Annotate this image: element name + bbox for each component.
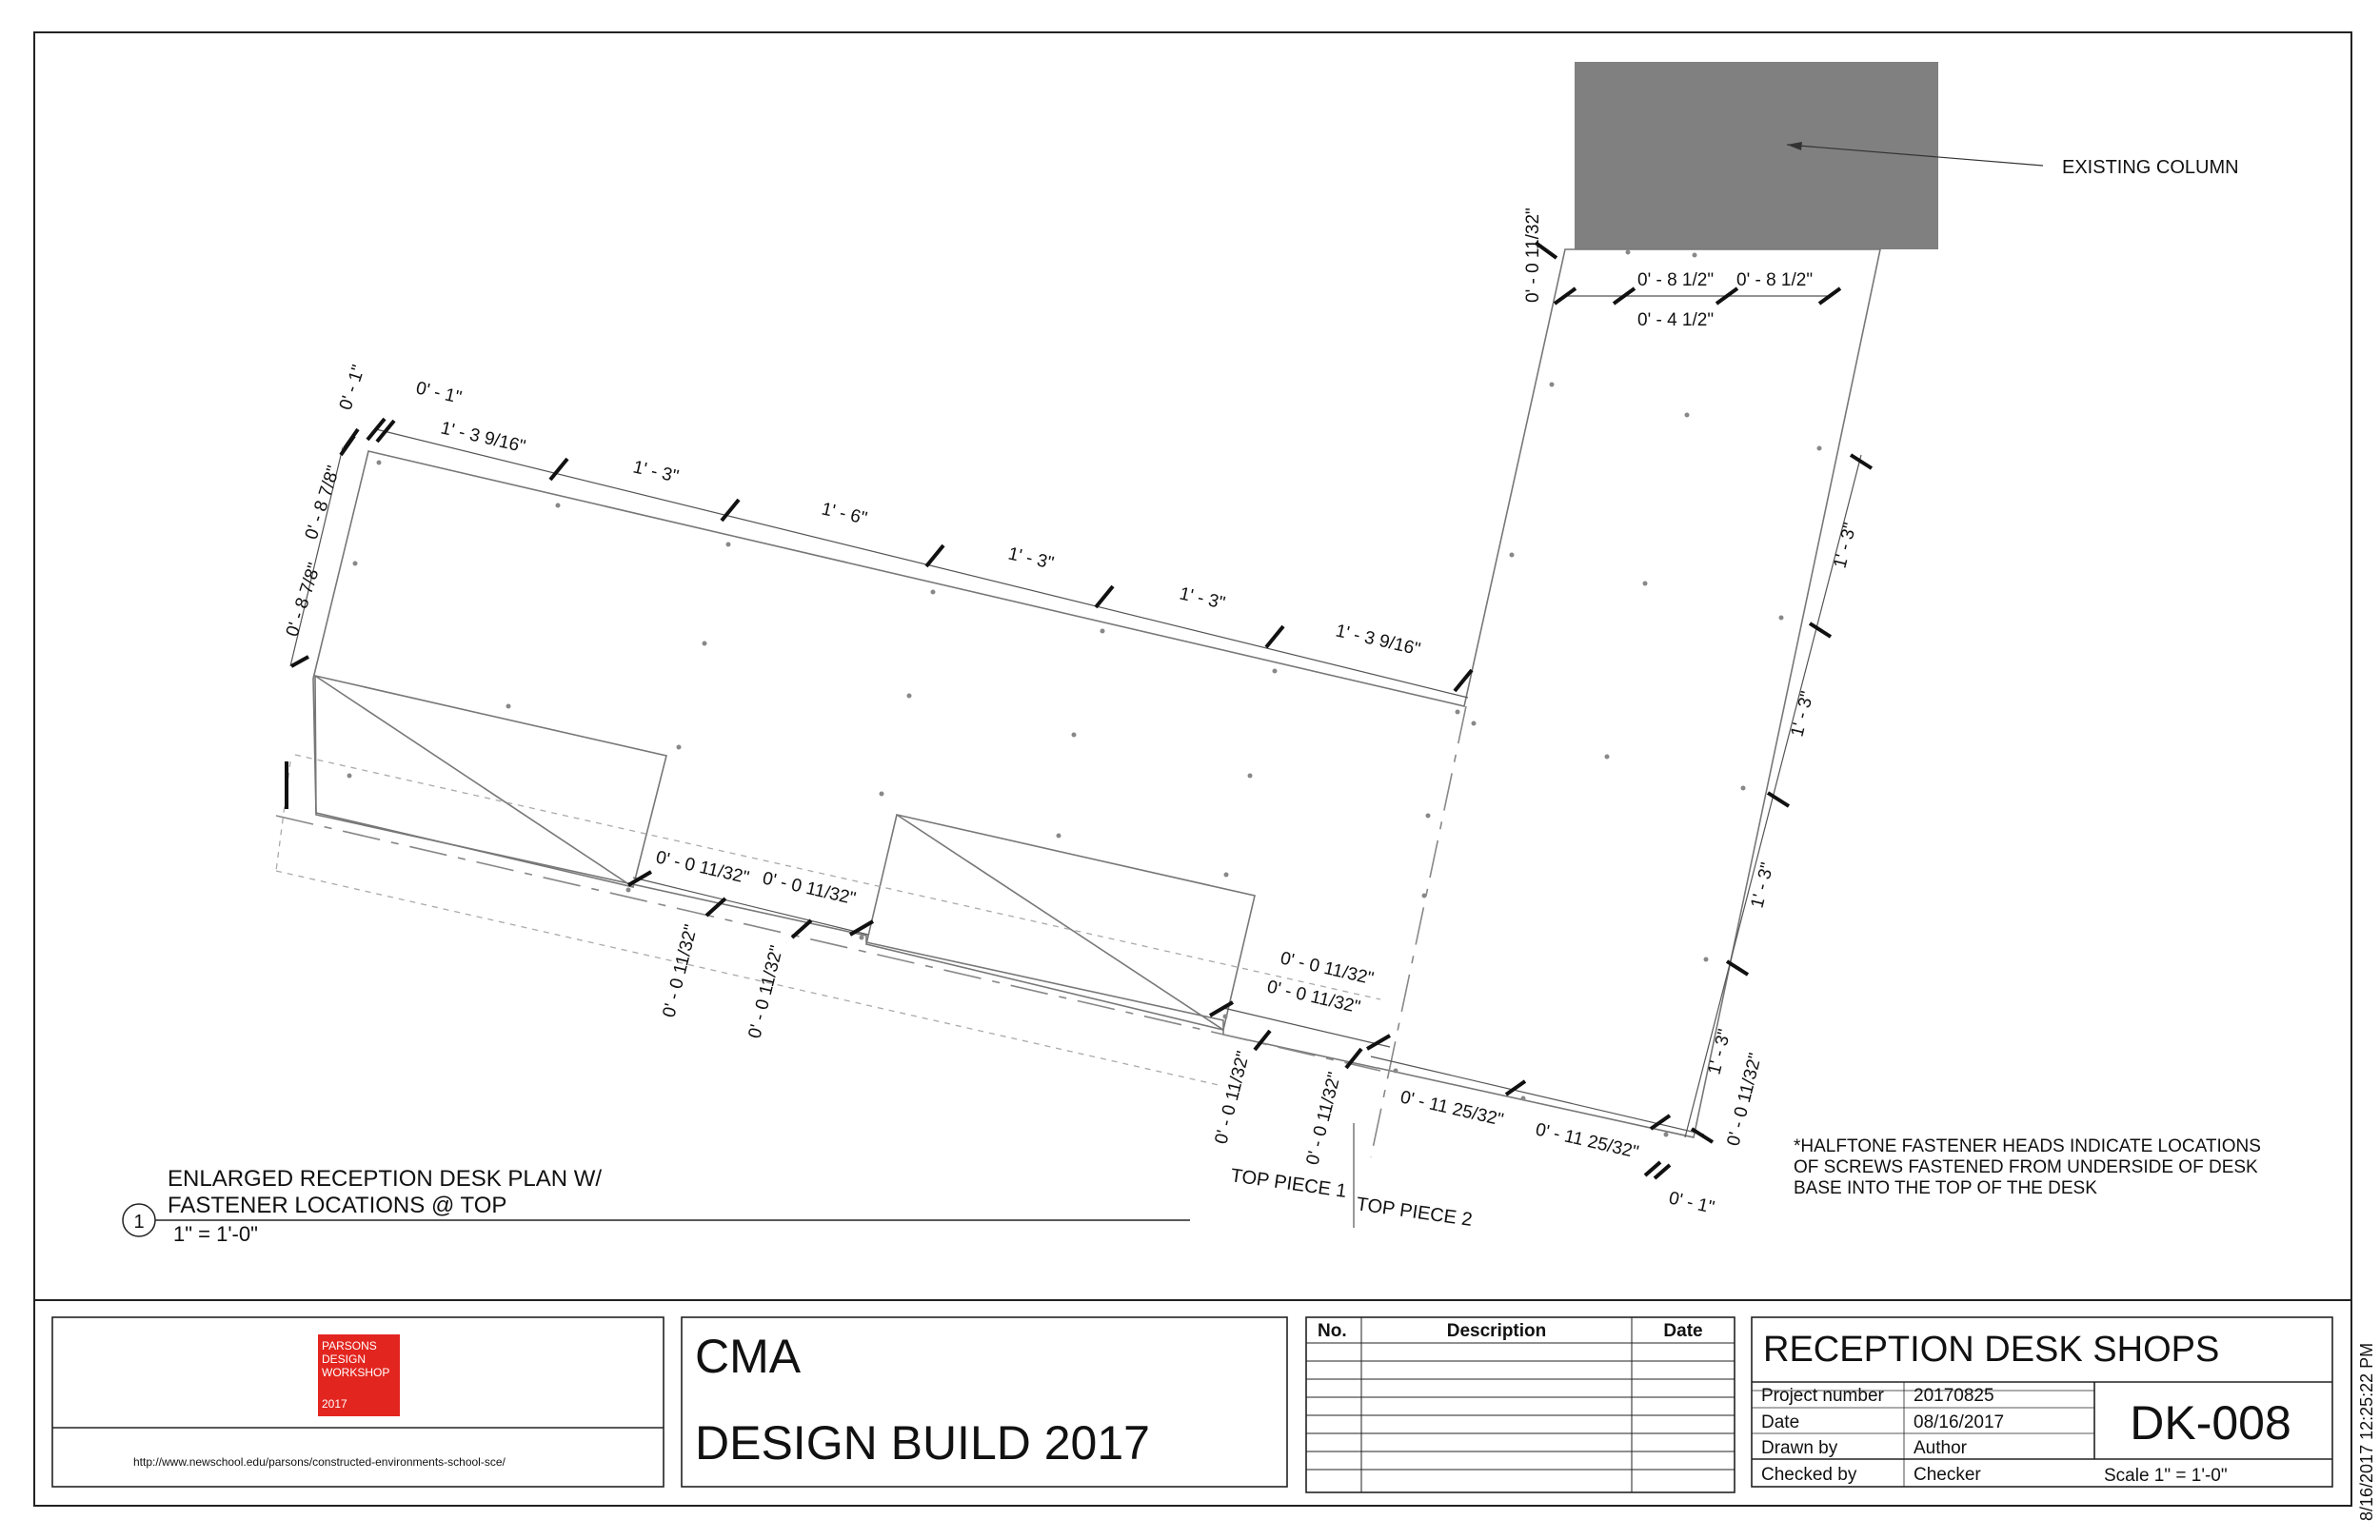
desk-outline: [313, 249, 1880, 1137]
dim-top-d: 1' - 3": [1005, 543, 1056, 574]
dim-ticks: [287, 243, 1872, 1178]
svg-text:OF SCREWS FASTENED FROM UNDERS: OF SCREWS FASTENED FROM UNDERSIDE OF DESK: [1794, 1157, 2258, 1177]
dim-bot-3: 0' - 0 11/32": [659, 922, 702, 1020]
dim-bot-7: 0' - 0 11/32": [1211, 1049, 1254, 1147]
dim-left-a: 0' - 8 7/8": [301, 463, 345, 543]
existing-column: [1575, 62, 1938, 249]
dim-bot-end: 0' - 1": [1666, 1188, 1716, 1218]
dim-top-left-1in-b: 0' - 1": [335, 363, 369, 413]
svg-text:08/16/2017: 08/16/2017: [1914, 1412, 2005, 1432]
svg-text:Project number: Project number: [1761, 1386, 1884, 1406]
revision-frame: [1306, 1317, 1735, 1492]
dim-right-c: 1' - 3": [1747, 860, 1778, 911]
view-scale: 1" = 1'-0": [173, 1222, 258, 1246]
svg-text:Checked by: Checked by: [1761, 1465, 1857, 1485]
sheet-scale: Scale 1" = 1'-0": [2104, 1466, 2228, 1486]
seam-lines: [276, 706, 1466, 1157]
dim-bot-1: 0' - 0 11/32": [653, 847, 751, 889]
piece-seam: [1371, 706, 1466, 1157]
svg-text:Description: Description: [1446, 1321, 1547, 1341]
dim-bot-2: 0' - 0 11/32": [760, 868, 858, 910]
dim-right-e: 0' - 0 11/32": [1723, 1051, 1766, 1149]
column-callout: EXISTING COLUMN: [2062, 157, 2239, 178]
dim-bot-8: 0' - 0 11/32": [1302, 1070, 1345, 1168]
dim-left-b: 0' - 8 7/8": [282, 560, 326, 640]
dim-top-col-left: 0' - 8 1/2": [1637, 270, 1715, 290]
desk-top-outline: [313, 249, 1880, 1137]
dim-top-e: 1' - 3": [1177, 583, 1227, 614]
svg-text:No.: No.: [1318, 1321, 1347, 1341]
sheet-fields: [1761, 1386, 2004, 1485]
svg-text:BASE INTO THE TOP OF THE DESK: BASE INTO THE TOP OF THE DESK: [1794, 1178, 2097, 1198]
view-number: 1: [133, 1212, 145, 1233]
left-cabinet-diag: [315, 676, 633, 887]
dim-bot-5: 0' - 0 11/32": [1278, 948, 1376, 990]
sheet-border: [34, 32, 2351, 1506]
dim-bot-4: 0' - 0 11/32": [744, 943, 787, 1041]
svg-text:Date: Date: [1761, 1412, 1800, 1432]
revision-headers: [1318, 1321, 1703, 1341]
mid-dim-line-2: [1223, 1008, 1390, 1047]
project-url: http://www.newschool.edu/parsons/constructed-environments-school-sce/: [133, 1455, 506, 1469]
svg-text:Date: Date: [1663, 1321, 1703, 1341]
print-stamp: 8/16/2017 12:25:22 PM: [2357, 1342, 2376, 1521]
dim-bot-9: 0' - 11 25/32": [1398, 1087, 1506, 1131]
left-cabinet-box: [315, 676, 666, 887]
svg-text:Author: Author: [1914, 1438, 1967, 1458]
dim-bot-6: 0' - 0 11/32": [1264, 977, 1362, 1018]
dim-right-a: 1' - 3": [1830, 521, 1861, 571]
dim-top-left-1in: 0' - 1": [413, 378, 464, 408]
client-name: CMA: [695, 1330, 802, 1383]
parsons-logo: PARSONS DESIGN WORKSHOP 2017: [318, 1334, 400, 1416]
top-piece-2-label: TOP PIECE 2: [1355, 1194, 1474, 1232]
dim-labels: [283, 207, 1861, 1218]
dim-right-b: 1' - 3": [1787, 689, 1818, 740]
svg-text:Drawn by: Drawn by: [1761, 1438, 1838, 1458]
dim-top-col-right: 0' - 8 1/2": [1736, 270, 1814, 290]
base-outline-dotted: [276, 755, 1380, 1085]
view-title-line2: FASTENER LOCATIONS @ TOP: [168, 1193, 507, 1218]
revision-grid: [1306, 1317, 1735, 1492]
dim-right-d: 1' - 3": [1704, 1027, 1735, 1077]
project-name: DESIGN BUILD 2017: [695, 1416, 1150, 1470]
svg-text:Checker: Checker: [1914, 1465, 1981, 1485]
view-title-line1: ENLARGED RECEPTION DESK PLAN W/: [168, 1166, 603, 1192]
dimension-lines: [290, 296, 1861, 1137]
dim-top-b: 1' - 3": [630, 457, 681, 487]
top-piece-1-label: TOP PIECE 1: [1229, 1165, 1348, 1203]
dim-top-c: 1' - 6": [819, 499, 869, 529]
center-cabinet-diag: [897, 815, 1223, 1030]
dim-top-a: 1' - 3 9/16": [438, 418, 527, 458]
dim-top-col-below: 0' - 4 1/2": [1637, 310, 1715, 330]
base-line: [276, 816, 1380, 1071]
top-dim-line: [376, 429, 1468, 698]
dim-top-f: 1' - 3 9/16": [1333, 621, 1422, 661]
dim-bot-10: 0' - 11 25/32": [1533, 1119, 1641, 1163]
fastener-note: [1794, 1136, 2261, 1198]
svg-text:*HALFTONE FASTENER HEADS INDIC: *HALFTONE FASTENER HEADS INDICATE LOCATIONS: [1794, 1136, 2261, 1156]
fastener-points: [347, 250, 1822, 1137]
sheet-title: RECEPTION DESK SHOPS: [1763, 1330, 2220, 1370]
svg-text:20170825: 20170825: [1914, 1386, 1994, 1406]
dim-col-offset: 0' - 0 11/32": [1523, 207, 1543, 303]
sheet-number: DK-008: [2130, 1396, 2291, 1450]
